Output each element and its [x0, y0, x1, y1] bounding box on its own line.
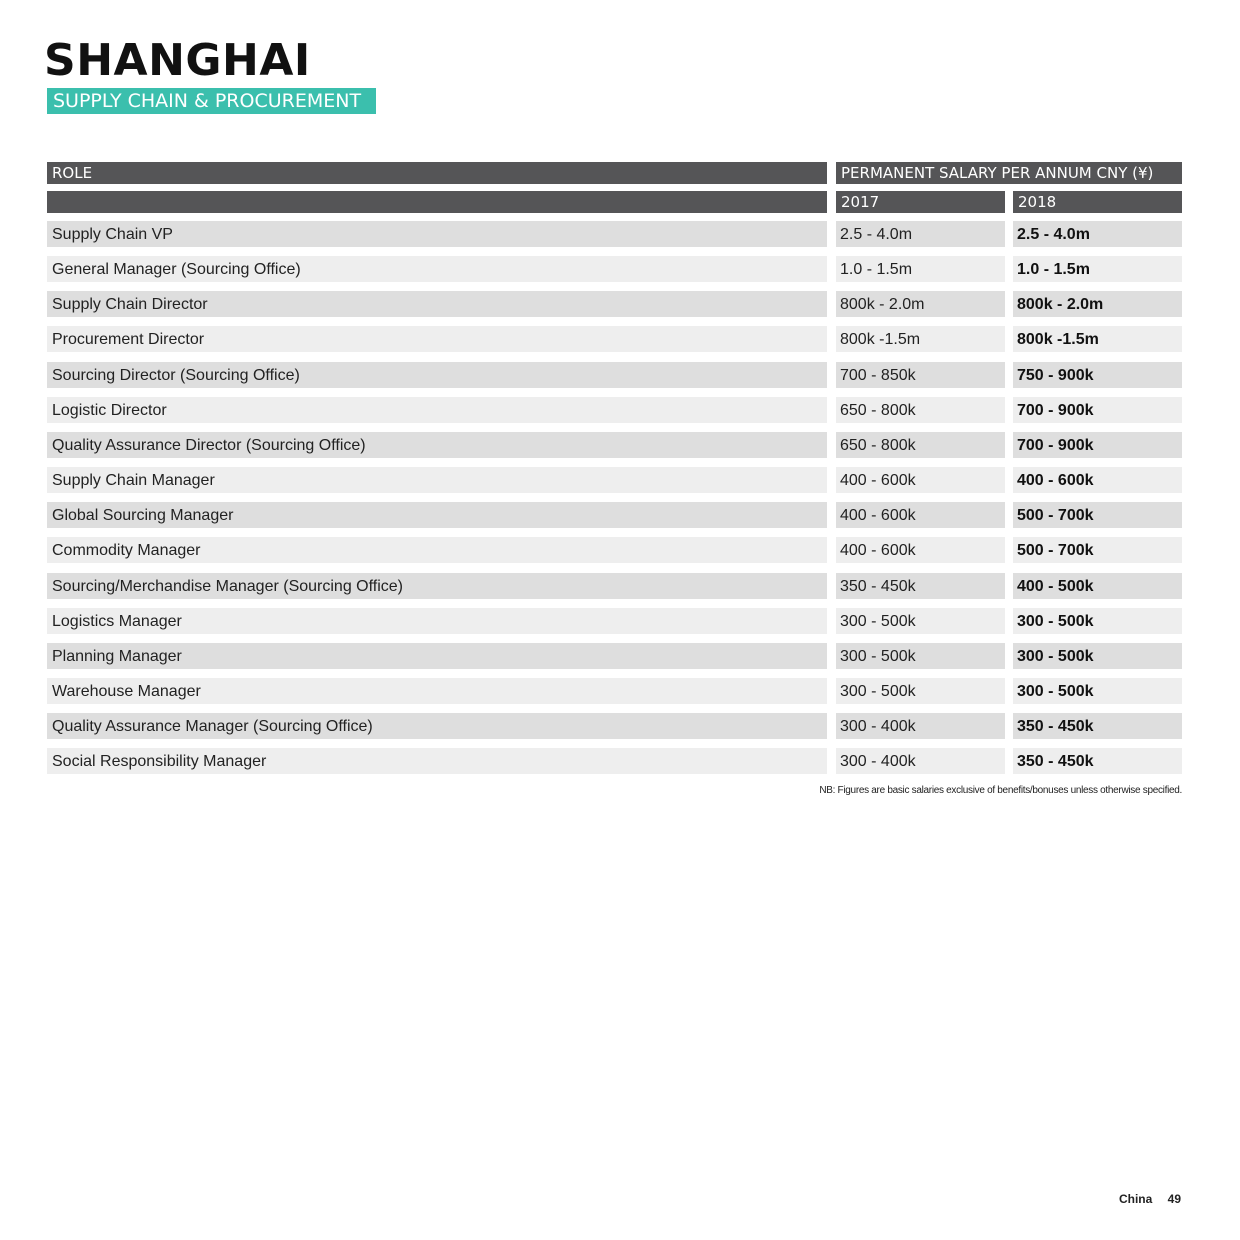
salary-2017-cell: 800k -1.5m	[836, 326, 1005, 352]
salary-2018-cell: 400 - 500k	[1013, 573, 1182, 599]
salary-2018-cell: 350 - 450k	[1013, 748, 1182, 774]
role-cell: Logistics Manager	[47, 608, 827, 634]
role-cell: General Manager (Sourcing Office)	[47, 256, 827, 282]
salary-2018-cell: 400 - 600k	[1013, 467, 1182, 493]
role-cell: Quality Assurance Manager (Sourcing Office)	[47, 713, 827, 739]
salary-2017-cell: 800k - 2.0m	[836, 291, 1005, 317]
role-cell: Social Responsibility Manager	[47, 748, 827, 774]
year-2018-header: 2018	[1013, 191, 1182, 213]
role-cell: Sourcing Director (Sourcing Office)	[47, 362, 827, 388]
salary-2017-cell: 650 - 800k	[836, 397, 1005, 423]
year-2017-header: 2017	[836, 191, 1005, 213]
table-row	[47, 573, 1182, 599]
table-row	[47, 326, 1182, 352]
salary-2017-cell: 300 - 500k	[836, 643, 1005, 669]
salary-2017-cell: 400 - 600k	[836, 537, 1005, 563]
salary-2018-cell: 350 - 450k	[1013, 713, 1182, 739]
table-row	[47, 502, 1182, 528]
salary-column-header: PERMANENT SALARY PER ANNUM CNY (¥)	[836, 162, 1182, 184]
table-row	[47, 397, 1182, 423]
role-column-header: ROLE	[47, 162, 827, 184]
salary-2017-cell: 1.0 - 1.5m	[836, 256, 1005, 282]
section-badge: SUPPLY CHAIN & PROCUREMENT	[47, 88, 376, 114]
role-cell: Procurement Director	[47, 326, 827, 352]
role-cell: Supply Chain Director	[47, 291, 827, 317]
salary-2017-cell: 2.5 - 4.0m	[836, 221, 1005, 247]
table-row	[47, 432, 1182, 458]
page-number: 49	[1167, 1192, 1181, 1206]
footer-country: China	[1118, 1192, 1153, 1206]
table-row	[47, 748, 1182, 774]
role-cell: Sourcing/Merchandise Manager (Sourcing Office)	[47, 573, 827, 599]
salary-2018-cell: 2.5 - 4.0m	[1013, 221, 1182, 247]
salary-2017-cell: 350 - 450k	[836, 573, 1005, 599]
salary-2017-cell: 300 - 500k	[836, 608, 1005, 634]
role-subheader-blank	[47, 191, 827, 213]
table-row	[47, 291, 1182, 317]
role-cell: Global Sourcing Manager	[47, 502, 827, 528]
role-cell: Planning Manager	[47, 643, 827, 669]
salary-2018-cell: 800k - 2.0m	[1013, 291, 1182, 317]
salary-2018-cell: 500 - 700k	[1013, 537, 1182, 563]
table-row	[47, 643, 1182, 669]
salary-2018-cell: 300 - 500k	[1013, 678, 1182, 704]
role-cell: Quality Assurance Director (Sourcing Office)	[47, 432, 827, 458]
page-title: SHANGHAI	[44, 35, 311, 86]
salary-2018-cell: 1.0 - 1.5m	[1013, 256, 1182, 282]
salary-2018-cell: 700 - 900k	[1013, 397, 1182, 423]
role-cell: Commodity Manager	[47, 537, 827, 563]
salary-2017-cell: 400 - 600k	[836, 467, 1005, 493]
table-row	[47, 608, 1182, 634]
salary-2018-cell: 700 - 900k	[1013, 432, 1182, 458]
salary-2018-cell: 500 - 700k	[1013, 502, 1182, 528]
salary-2017-cell: 300 - 400k	[836, 713, 1005, 739]
salary-2017-cell: 400 - 600k	[836, 502, 1005, 528]
salary-2017-cell: 300 - 400k	[836, 748, 1005, 774]
salary-2017-cell: 300 - 500k	[836, 678, 1005, 704]
table-row	[47, 467, 1182, 493]
footnote: NB: Figures are basic salaries exclusive of benefits/bonuses unless otherwise specified.	[819, 785, 1182, 796]
role-cell: Logistic Director	[47, 397, 827, 423]
salary-2018-cell: 800k -1.5m	[1013, 326, 1182, 352]
table-row	[47, 362, 1182, 388]
page-footer	[1119, 1192, 1181, 1206]
salary-2017-cell: 650 - 800k	[836, 432, 1005, 458]
table-row	[47, 256, 1182, 282]
salary-2017-cell: 700 - 850k	[836, 362, 1005, 388]
salary-2018-cell: 300 - 500k	[1013, 608, 1182, 634]
role-cell: Warehouse Manager	[47, 678, 827, 704]
table-row	[47, 537, 1182, 563]
salary-2018-cell: 750 - 900k	[1013, 362, 1182, 388]
salary-2018-cell: 300 - 500k	[1013, 643, 1182, 669]
table-row	[47, 713, 1182, 739]
table-row	[47, 221, 1182, 247]
role-cell: Supply Chain Manager	[47, 467, 827, 493]
role-cell: Supply Chain VP	[47, 221, 827, 247]
table-row	[47, 678, 1182, 704]
